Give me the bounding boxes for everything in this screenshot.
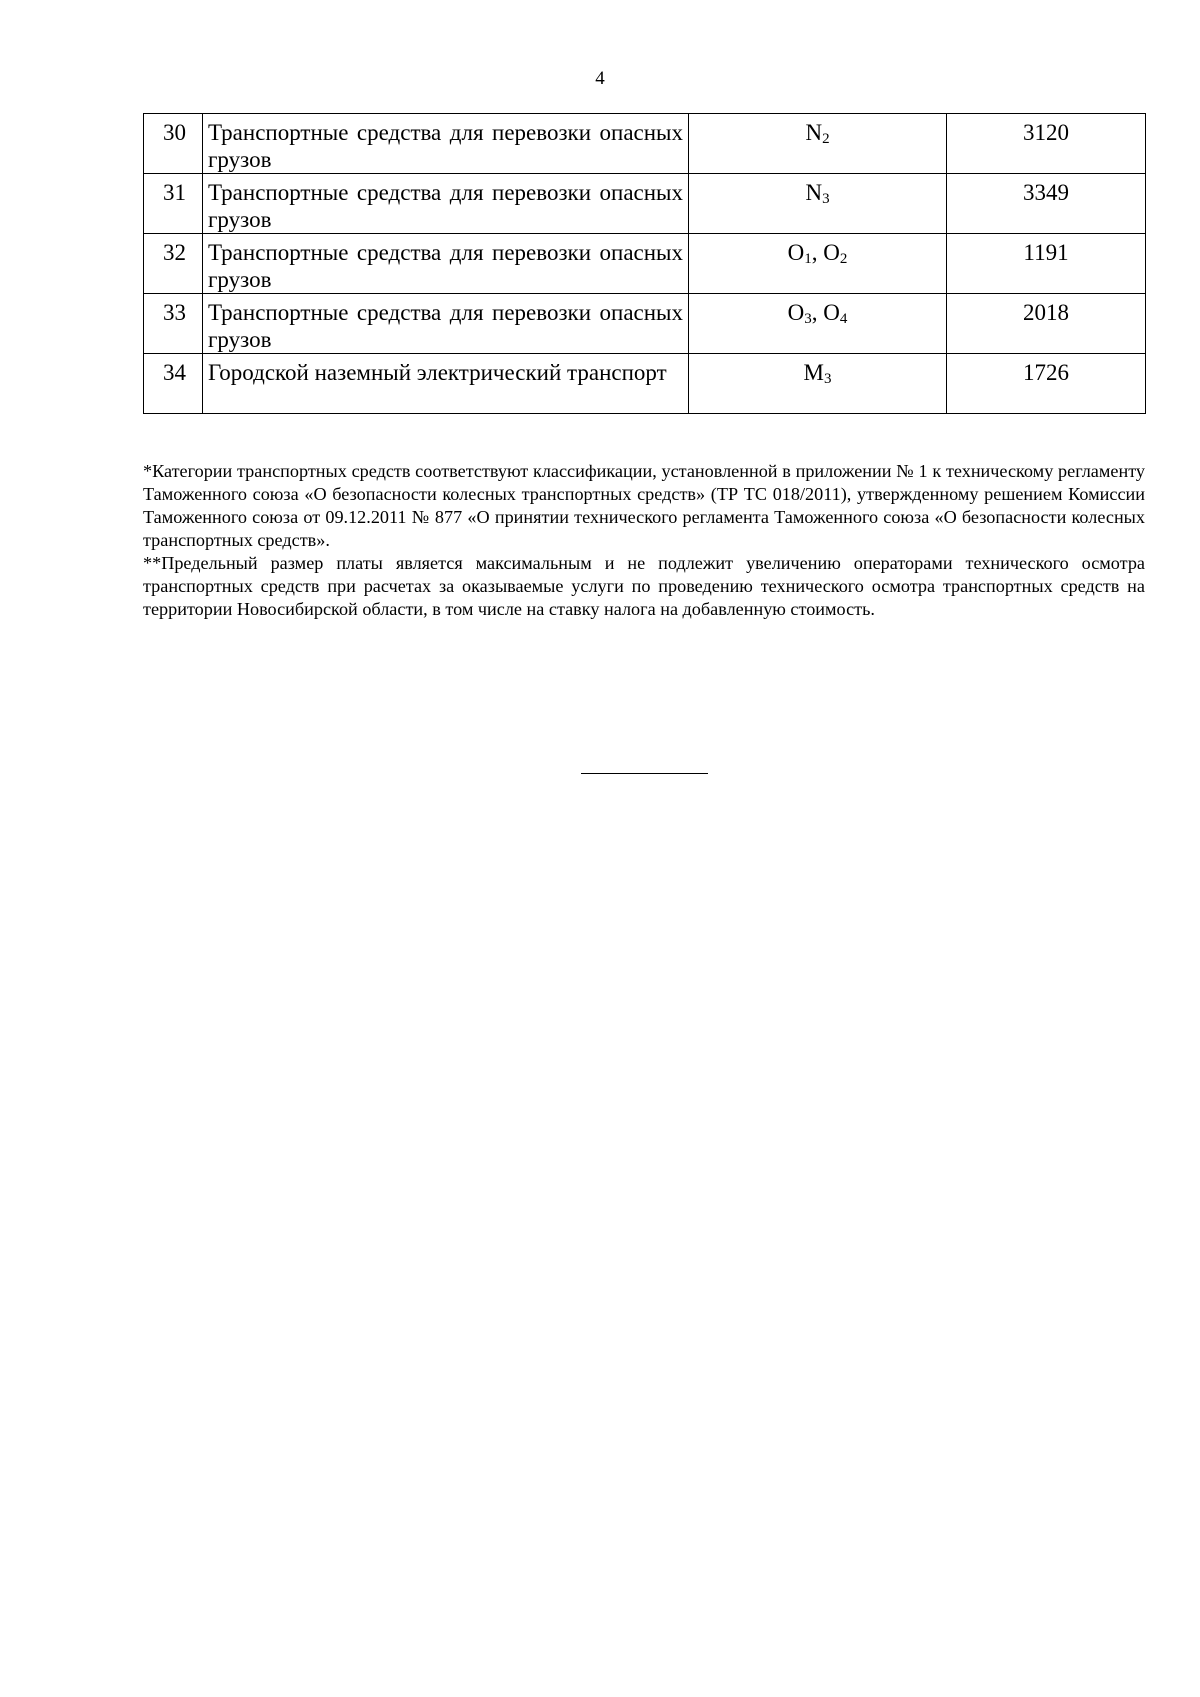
category-code: $N_2$	[805, 120, 830, 147]
table-row	[144, 354, 1146, 414]
table-row	[144, 114, 1146, 174]
category-code: $N_3$	[805, 180, 830, 207]
fee-cell: 3349	[947, 174, 1146, 234]
category-code: $O_2$	[823, 240, 848, 267]
vehicle-type-cell: Транспортные средства для перевозки опасных грузов	[203, 234, 689, 294]
row-number-cell: 34	[144, 354, 203, 414]
category-code: $M_3$	[803, 360, 832, 387]
vehicle-category-cell	[689, 174, 947, 234]
row-number-cell: 33	[144, 294, 203, 354]
vehicle-type-cell: Транспортные средства для перевозки опасных грузов	[203, 114, 689, 174]
vehicle-category-cell	[689, 114, 947, 174]
category-code: $O_3$	[787, 300, 812, 327]
fee-table	[143, 113, 1146, 414]
vehicle-category-cell	[689, 354, 947, 414]
vehicle-type-cell: Городской наземный электрический транспорт	[203, 354, 689, 414]
vehicle-type-cell: Транспортные средства для перевозки опасных грузов	[203, 174, 689, 234]
vehicle-category-cell: $O_3$, $O_4$	[689, 294, 947, 354]
table-row	[144, 294, 1146, 354]
fee-cell: 2018	[947, 294, 1146, 354]
fee-limit-footnote: **Предельный размер платы является максимальным и не подлежит увеличению операторами технического осмотра транспортных средств при расчетах за оказываемые услуги по проведению технического осмотра транспортных средств на территории Новосибирской области, в том числе на ставку налога на добавленную стоимость.	[143, 553, 1145, 619]
fee-cell: 1191	[947, 234, 1146, 294]
footnotes	[143, 460, 1145, 621]
vehicle-type-cell: Транспортные средства для перевозки опасных грузов	[203, 294, 689, 354]
row-number-cell: 30	[144, 114, 203, 174]
fee-table-body	[144, 114, 1146, 414]
categories-footnote: *Категории транспортных средств соответствуют классификации, установленной в приложении № 1 к техническому регламенту Таможенного союза «О безопасности колесных транспортных средств» (ТР ТС 018/2011), утвержденному решением Комиссии Таможенного союза от 09.12.2011 № 877 «О принятии технического регламента Таможенного союза «О безопасности колесных транспортных средств».	[143, 461, 1145, 550]
category-code: $O_1$	[787, 240, 812, 267]
row-number-cell: 31	[144, 174, 203, 234]
end-of-document-rule	[581, 773, 708, 774]
page-number: 4	[595, 68, 605, 89]
vehicle-category-cell: $O_1$, $O_2$	[689, 234, 947, 294]
fee-cell: 3120	[947, 114, 1146, 174]
row-number-cell: 32	[144, 234, 203, 294]
fee-cell: 1726	[947, 354, 1146, 414]
table-row	[144, 174, 1146, 234]
table-row	[144, 234, 1146, 294]
category-code: $O_4$	[823, 300, 848, 327]
